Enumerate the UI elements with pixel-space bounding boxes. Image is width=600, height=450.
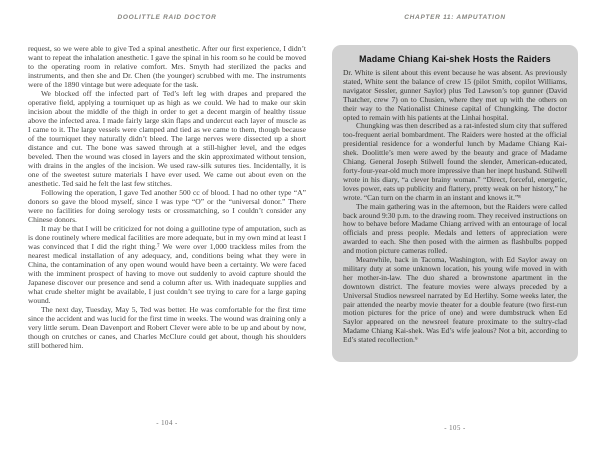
- sidebar-box: [332, 45, 578, 362]
- body-paragraph: We blocked off the infected part of Ted’s left leg with drapes and prepared the operative field, applying a tourniquet up as high as we could. We had to make our skin incision about the middle of the thigh in order to get a decent margin of healthy tissue above the infected area. I made fairly large skin flaps and undercut each layer of muscle as I came to it. The large vessels were clamped and tied as we came to them, though because of the tourniquet they naturally didn’t bleed. The large nerves were dissected up a short distance and cut. The bone was sawed through at a still-higher level, and the edges beveled. Then the wound was closed in layers and the skin approximated without tension, with drains in the angles of the incision. We used raw-silk sutures ties. Incidentally, it is one of the sweetest suture materials I have ever used. We came out about even on the anesthetic. Ted said he felt the last few stitches.: [28, 89, 306, 188]
- right-page-number: - 105 -: [444, 425, 466, 432]
- right-running-header: CHAPTER 11: AMPUTATION: [404, 14, 506, 21]
- sidebar-paragraph: Chungking was then described as a rat-infested slum city that suffered too-frequent aerial bombardment. The Raiders were hosted at the official presidential residence for a wonderful lunch by Madame Chiang Kai-shek. Doolittle’s men were awed by the beauty and grace of Madame Chiang. General Joseph Stilwell found the slender, American-educated, forty-four-year-old much more impressive than her inept husband. Stilwell wrote in his diary, “a clever brainy woman.” “Direct, forceful, energetic, loves power, eats up publicity and flattery, pretty weak on her history,” he wrote. “Can turn on the charm in an instant and knows it.”⁸: [343, 121, 568, 202]
- sidebar-paragraph: The main gathering was in the afternoon, but the Raiders were called back around 9:30 p.m. to the drawing room. They received instructions on how to behave before Madame Chiang arrived with an entourage of local officials and press people. Medals and letters of appreciation were awarded to each. She then posed with the airmen as flashbulbs popped and motion picture cameras rolled.: [343, 201, 567, 256]
- left-text-block: [28, 44, 306, 350]
- left-page-number: - 104 -: [156, 420, 178, 427]
- body-paragraph: request, so we were able to give Ted a spinal anesthetic. After our first experience, I didn’t want to repeat the inhalation anesthetic. I gave the spinal in his room so he could be moved to the operating room in relative comfort. Mrs. Smyth had sterilized the packs and instruments, and then she and Dr. Chen (the younger) scrubbed with me. The instruments were of the 1890 vintage but were adequate for the task.: [28, 44, 306, 89]
- right-page: [332, 0, 578, 450]
- sidebar-paragraph: Dr. White is silent about this event because he was absent. As previously stated, White sent the balance of crew 15 (pilot Smith, copilot Williams, navigator Sessler, gunner Saylor) plus Ted Lawson’s top gunner (David Thatcher, crew 7) on to Chusien, where they met up with the others on their way to the Nationalist Chinese capital of Chungking. The doctor opted to remain with his patients at the Linhai hospital.: [343, 68, 567, 122]
- sidebar-paragraph: Meanwhile, back in Tacoma, Washington, with Ed Saylor away on military duty at some unknown location, his young wife moved in with her mother-in-law. The duo shared a brownstone apartment in the downtown district. The feature movies were always preceded by a Universal Studios newsreel narrated by Ed Herlihy. Some weeks later, the pair attended the nearby movie theater for a double feature (two first-run motion pictures for the price of one) and were dumbstruck when Ed Saylor appeared on the newsreel feature proximate to the sultry-clad Madame Chiang Kai-shek. Was Ed’s wife jealous? Not a bit, according to Ed’s stated recollection.⁹: [343, 255, 567, 345]
- left-page: [28, 0, 306, 450]
- left-running-header: DOOLITTLE RAID DOCTOR: [117, 14, 217, 21]
- body-paragraph: Following the operation, I gave Ted another 500 cc of blood. I had no other type “A” donors so gave the blood myself, since I was type “O” or the “universal donor.” There were no facilities for doing serology tests or crossmatching, so I couldn’t consider any Chinese donors.: [28, 188, 306, 224]
- body-paragraph: It may be that I will be criticized for not doing a guillotine type of amputation, such as is done routinely where medical facilities are more adequate, but in my own mind at least I was convinced that I did the right thing.⁷ We were over 1,000 trackless miles from the nearest medical installation of any adequacy, and, conditions being what they were in China, the contamination of any open wound would have been a certainty. We were faced with the imminent prospect of having to move out suddenly to avoid capture should the Japanese discover our presence and send a column after us. With inadequate supplies and what crude shelter might be available, I just couldn’t see trying to care for a large gaping wound.: [28, 224, 306, 305]
- sidebar-title: Madame Chiang Kai-shek Hosts the Raiders: [359, 54, 551, 64]
- body-paragraph: The next day, Tuesday, May 5, Ted was better. He was comfortable for the first time since the accident and was lucid for the first time in weeks. The wound was draining only a very little serum. Dean Davenport and Robert Clever were able to be up and about by now, though on crutches or canes, and Charles McClure could get about, though his shoulders still bothered him.: [28, 305, 306, 350]
